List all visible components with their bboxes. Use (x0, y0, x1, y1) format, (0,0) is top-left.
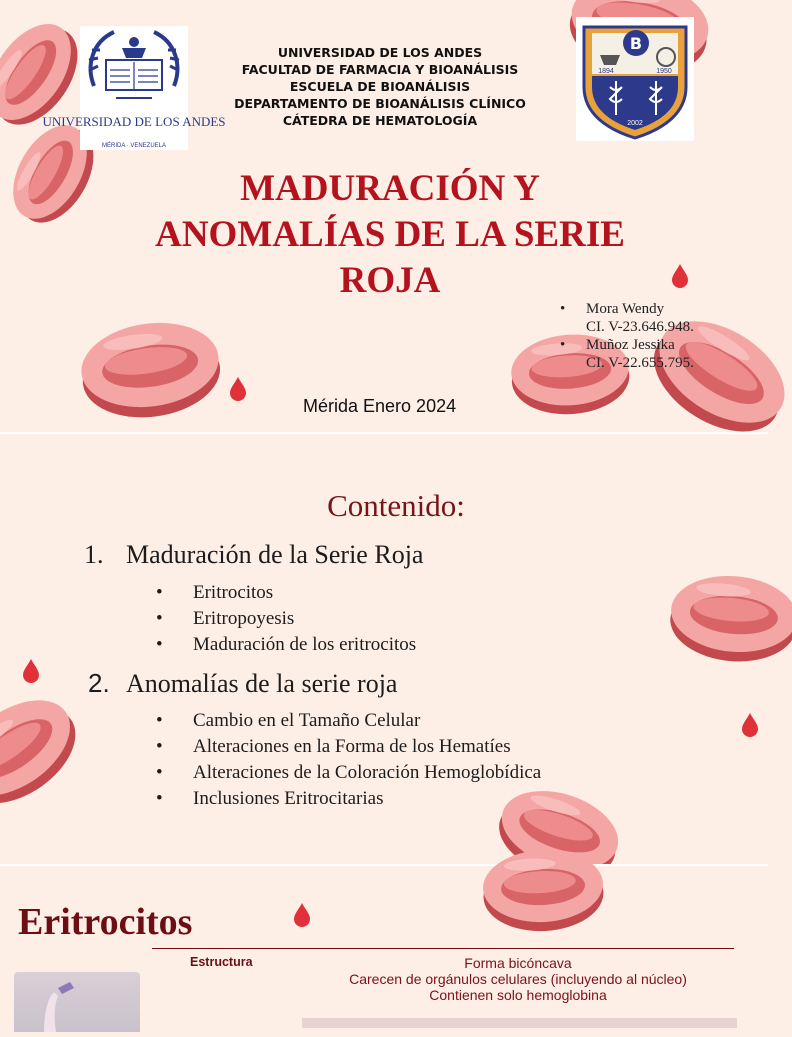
svg-text:B: B (629, 34, 643, 53)
section-1-heading (84, 540, 423, 570)
list-item: • Eritrocitos (156, 580, 416, 606)
list-item: • Cambio en el Tamaño Celular (156, 708, 541, 734)
author-name: Muñoz Jessika (586, 337, 675, 353)
logo-subtext: MÉRIDA · VENEZUELA (101, 143, 167, 149)
authors-list (560, 300, 694, 372)
list-item: • Maduración de los eritrocitos (156, 632, 416, 658)
author-ci: CI. V-23.646.948. (586, 319, 694, 335)
title-line: MADURACIÓN Y (240, 168, 540, 209)
author-item: • Muñoz Jessika (560, 337, 675, 353)
author-ci: CI. V-22.655.795. (586, 355, 694, 371)
section-title: Maduración de la Serie Roja (126, 540, 424, 569)
cover-slide (0, 0, 768, 432)
year-3: 2002 (627, 120, 643, 127)
structure-line: Contienen solo hemoglobina (429, 987, 607, 1003)
header-line: CÁTEDRA DE HEMATOLOGÍA (282, 113, 478, 128)
list-item: • Alteraciones de la Coloración Hemoglobídica (156, 760, 541, 786)
header-line: DEPARTAMENTO DE BIOANÁLISIS CLÍNICO (234, 96, 526, 111)
eritrocitos-slide (0, 866, 768, 1024)
year-2: 1950 (656, 68, 672, 75)
contents-heading: Contenido: (327, 488, 465, 523)
structure-description (300, 955, 736, 1003)
image-strip (302, 1018, 737, 1028)
structure-line: Carecen de orgánulos celulares (incluyendo al núcleo) (349, 971, 687, 987)
header-line: UNIVERSIDAD DE LOS ANDES (277, 45, 483, 60)
title-line: ROJA (339, 260, 441, 301)
title-underline (152, 948, 734, 949)
structure-label: Estructura (190, 955, 253, 969)
presentation-title (110, 166, 670, 304)
title-line: ANOMALÍAS DE LA SERIE (155, 214, 625, 255)
section-2-heading (88, 668, 397, 699)
section-1-items (156, 580, 416, 658)
presentation-date: Mérida Enero 2024 (303, 396, 457, 416)
author-item: • Mora Wendy (560, 301, 665, 317)
slide-title: Eritrocitos (18, 901, 193, 943)
list-item: • Alteraciones en la Forma de los Hematíes (156, 734, 541, 760)
section-number: 2. (88, 668, 110, 698)
header-line: FACULTAD DE FARMACIA Y BIOANÁLISIS (241, 62, 519, 77)
list-item: • Eritropoyesis (156, 606, 416, 632)
bioanalisis-shield-icon (576, 17, 694, 141)
logo-text: UNIVERSIDAD DE LOS ANDES (42, 114, 226, 129)
section-title: Anomalías de la serie roja (126, 669, 398, 698)
header-line: ESCUELA DE BIOANÁLISIS (289, 79, 471, 94)
section-2-items (156, 708, 541, 812)
year-1: 1894 (598, 68, 614, 75)
institution-header (190, 44, 570, 129)
section-number: 1. (84, 540, 104, 569)
list-item: • Inclusiones Eritrocitarias (156, 786, 541, 812)
structure-line: Forma bicóncava (464, 955, 572, 971)
author-name: Mora Wendy (586, 301, 665, 317)
lab-photo (14, 972, 140, 1032)
contents-slide (0, 434, 768, 864)
universidad-de-los-andes-seal-icon (42, 26, 226, 150)
